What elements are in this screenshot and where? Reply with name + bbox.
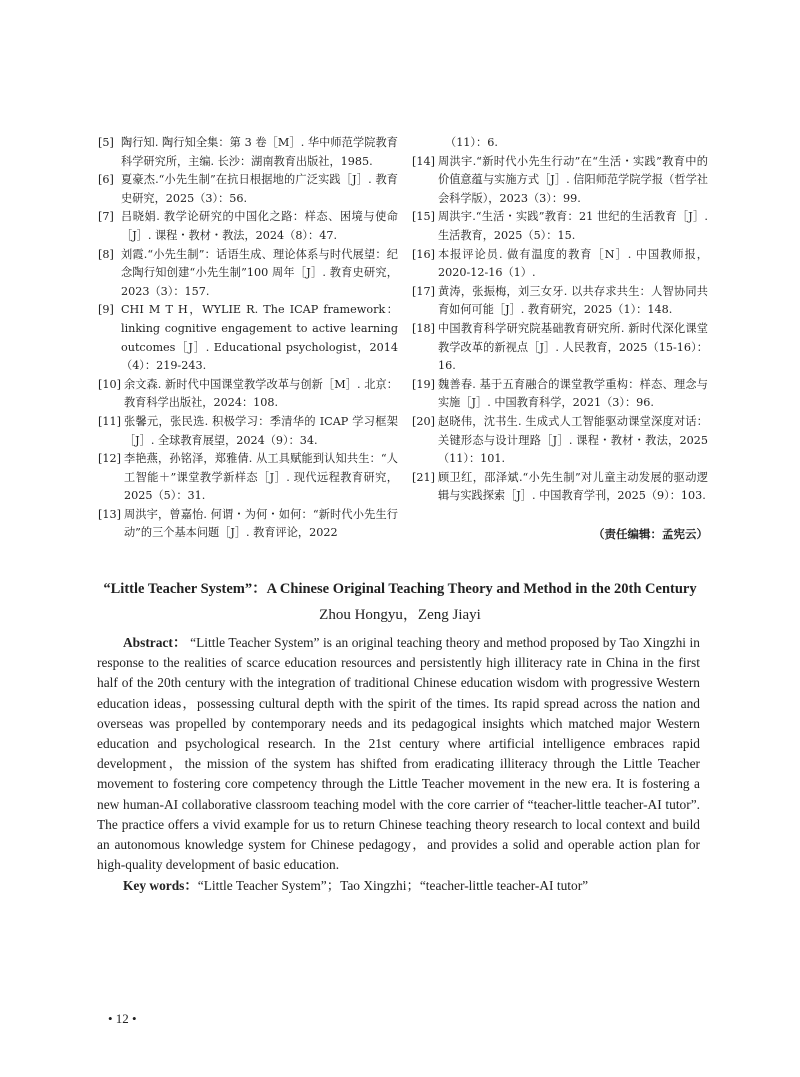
reference-number: [12] xyxy=(98,452,121,466)
reference-text: 刘霞.“小先生制”：话语生成、理论体系与时代展望：纪念陶行知创建“小先生制”100 周年［J］. 教育史研究，2023（3）：157. xyxy=(121,247,398,298)
english-abstract-section xyxy=(0,579,800,895)
reference-item xyxy=(98,413,398,450)
reference-text: 周洪宇.“生活・实践”教育：21 世纪的生活教育［J］. 生活教育，2025（5）：15. xyxy=(437,210,708,242)
keywords-text: “Little Teacher System”；Tao Xingzhi；“teacher-little teacher-AI tutor” xyxy=(197,877,589,893)
reference-item xyxy=(98,450,398,506)
reference-item xyxy=(412,208,708,245)
reference-text: 吕晓娟. 教学论研究的中国化之路：样态、困境与使命［J］. 课程・教材・教法，2024（8）：47. xyxy=(121,210,398,242)
reference-item xyxy=(98,506,398,543)
reference-13-continuation: （11）：6. xyxy=(445,136,498,149)
reference-number: [10] xyxy=(98,377,121,391)
keywords xyxy=(97,876,700,896)
reference-item xyxy=(412,413,708,469)
reference-item xyxy=(98,208,398,245)
reference-text: 本报评论员. 做有温度的教育［N］. 中国教师报，2020-12-16（1）. xyxy=(437,247,708,280)
reference-text: 周洪宇.“新时代小先生行动”在“生活・实践”教育中的价值意蕴与实施方式［J］. 信阳师范学院学报（哲学社会科学版），2023（3）：99. xyxy=(437,154,708,205)
reference-item xyxy=(412,376,708,413)
abstract-label: Abstract： xyxy=(123,635,187,651)
abstract xyxy=(97,633,700,875)
reference-number: [21] xyxy=(412,470,435,484)
reference-text: 李艳燕，孙铭泽，郑雅倩. 从工具赋能到认知共生：“人工智能＋”课堂教学新样态［J］. 现代远程教育研究，2025（5）：31. xyxy=(123,452,398,503)
reference-item xyxy=(98,301,398,375)
reference-number: [17] xyxy=(412,284,435,298)
page-number: • 12 • xyxy=(108,1010,137,1026)
reference-text: 夏豪杰.“小先生制”在抗日根据地的广泛实践［J］. 教育史研究，2025（3）：56. xyxy=(121,173,398,205)
reference-item xyxy=(412,320,708,376)
reference-number: [9] xyxy=(98,303,114,317)
abstract-text: “Little Teacher System” is an original teaching theory and method proposed by Tao Xingzhi in response to the realities of scarce education resources and persistently high illiteracy rate in China in the first half of the 20th century with the integration of traditional Chinese education wisdom with progressive Western education ideas，possessing cultural depth with the spirit of the times. Its rapid spread across the nation and overseas was propelled by contemporary needs and its pedagogical insights which matched major Western education and psychological research. In the 21st century where artificial intelligence embraces rapid development，the mission of the system has shifted from eradicating illiteracy through the Little Teacher movement to fostering core competency through the Little Teacher movement in the new era. It is fostering a new human-AI collaborative classroom teaching model with the core carrier of “teacher-little teacher-AI tutor”. The practice offers a vivid example for us to return Chinese teaching theory research to local context and build an autonomous knowledge system for Chinese pedagogy，and provides a solid and operable action plan for high-quality development of basic education. xyxy=(97,635,700,873)
references-right-column xyxy=(412,134,708,542)
responsible-editor: （责任编辑：孟宪云） xyxy=(593,526,708,541)
reference-number: [6] xyxy=(98,173,114,187)
reference-item xyxy=(412,153,708,209)
authors: Zhou Hongyu，Zeng Jiayi xyxy=(319,607,481,624)
reference-item xyxy=(412,283,708,320)
references-right-list xyxy=(412,153,708,506)
keywords-label: Key words： xyxy=(123,877,198,893)
reference-item xyxy=(98,134,398,171)
reference-number: [15] xyxy=(412,210,435,224)
reference-number: [19] xyxy=(412,377,435,391)
references-left-column xyxy=(98,134,398,543)
reference-number: [7] xyxy=(98,210,114,224)
reference-item xyxy=(98,376,398,413)
reference-text: 黄涛，张振梅，刘三女牙. 以共存求共生：人智协同共育如何可能［J］. 教育研究，2025（1）：148. xyxy=(437,284,708,317)
reference-text: 张馨元，张民选. 积极学习：季清华的 ICAP 学习框架［J］. 全球教育展望，2024（9）：34. xyxy=(123,414,398,447)
reference-number: [13] xyxy=(98,507,121,521)
reference-text: CHI M T H，WYLIE R. The ICAP framework：linking cognitive engagement to active learning outcomes［J］. Educational psychologist，2014（4）：219-243. xyxy=(121,303,398,373)
reference-number: [16] xyxy=(412,247,435,261)
reference-text: 魏善春. 基于五育融合的课堂教学重构：样态、理念与实施［J］. 中国教育科学，2021（3）：96. xyxy=(437,377,708,410)
reference-item xyxy=(412,246,708,283)
reference-number: [8] xyxy=(98,247,114,261)
reference-text: 赵晓伟，沈书生. 生成式人工智能驱动课堂深度对话：关键形态与设计理路［J］. 课程・教材・教法，2025（11）：101. xyxy=(437,414,708,466)
reference-item xyxy=(412,469,708,506)
reference-number: [14] xyxy=(412,154,435,168)
references-columns xyxy=(98,134,708,543)
reference-text: 余文森. 新时代中国课堂教学改革与创新［M］. 北京：教育科学出版社，2024：108. xyxy=(123,377,398,410)
reference-number: [5] xyxy=(98,136,114,149)
reference-text: 顾卫红，邵泽斌.“小先生制”对儿童主动发展的驱动逻辑与实践探索［J］. 中国教育学刊，2025（9）：103. xyxy=(437,470,708,503)
reference-text: 周洪宇，曾嘉怡. 何谓・为何・如何：“新时代小先生行动”的三个基本问题［J］. 教育评论，2022 xyxy=(123,507,398,540)
reference-number: [11] xyxy=(98,414,121,428)
reference-number: [20] xyxy=(412,414,435,428)
reference-item xyxy=(98,246,398,302)
reference-text: 陶行知. 陶行知全集：第 3 卷［M］. 华中师范学院教育科学研究所，主编. 长沙：湖南教育出版社，1985. xyxy=(121,136,398,168)
reference-number: [18] xyxy=(412,321,435,335)
reference-text: 中国教育科学研究院基础教育研究所. 新时代深化课堂教学改革的新视点［J］. 人民教育，2025（15-16）：16. xyxy=(437,321,708,373)
english-title: “Little Teacher System”：A Chinese Original Teaching Theory and Method in the 20th Century xyxy=(103,581,697,598)
reference-item xyxy=(98,171,398,208)
